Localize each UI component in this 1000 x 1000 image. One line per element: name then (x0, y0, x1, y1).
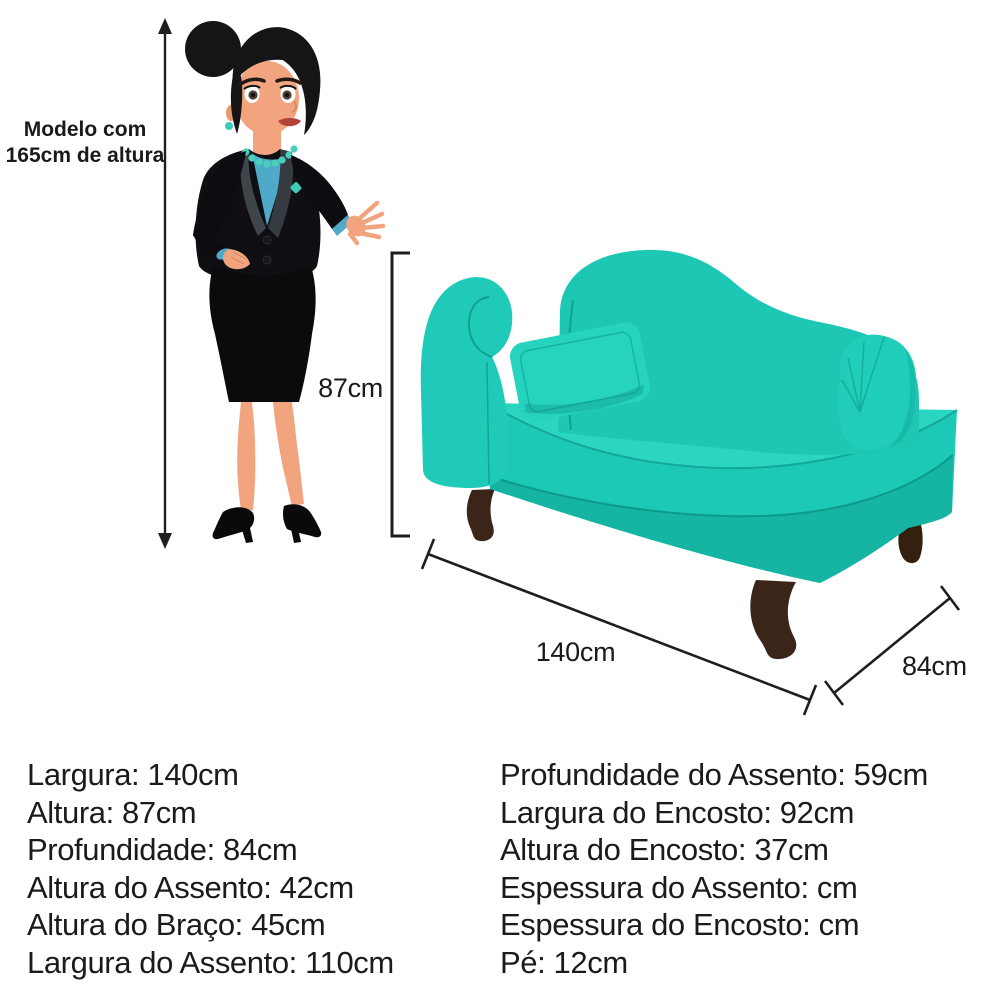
blazer-button (263, 256, 271, 264)
left-shoe-heel (242, 528, 253, 543)
width-dimension-label: 140cm (535, 637, 616, 667)
hair-bun (185, 21, 241, 77)
model-figure (185, 21, 383, 543)
height-reference-arrow-icon (158, 18, 172, 549)
spec-line: Altura do Braço: 45cm (27, 907, 326, 943)
height-dimension-label: 87cm (318, 373, 383, 403)
blazer-button (263, 236, 271, 244)
spec-line: Profundidade do Assento: 59cm (500, 757, 928, 792)
spec-line: Largura do Encosto: 92cm (500, 794, 854, 830)
model-caption-line1: Modelo com (23, 118, 147, 141)
spec-line: Largura do Assento: 110cm (27, 944, 394, 980)
spec-line: Pé: 12cm (500, 944, 628, 980)
depth-dimension-label: 84cm (902, 651, 967, 681)
spec-line: Altura: 87cm (27, 794, 197, 830)
model-caption-line2: 165cm de altura (5, 144, 165, 167)
depth-dimension-line-icon (825, 586, 959, 705)
right-pupil (285, 93, 289, 97)
height-bracket-icon (392, 253, 410, 536)
down-arrowhead-icon (158, 533, 172, 549)
spec-line: Altura do Assento: 42cm (27, 869, 354, 905)
sofa-illustration (421, 250, 957, 659)
left-pupil (251, 93, 255, 97)
left-leg (237, 402, 255, 510)
model-height-caption (0, 117, 170, 169)
right-shoe (283, 504, 321, 537)
sofa-arm (421, 277, 512, 488)
spec-line: Largura: 140cm (27, 757, 239, 792)
earring-icon (225, 122, 233, 130)
spec-line: Altura do Encosto: 37cm (500, 832, 829, 868)
spec-list-right (500, 756, 928, 982)
right-leg (273, 402, 304, 506)
spec-line: Espessura do Encosto: cm (500, 907, 860, 943)
spec-line: Espessura do Assento: cm (500, 869, 858, 905)
sofa-front-left-leg (467, 489, 495, 541)
sofa-front-right-leg (750, 580, 796, 659)
spec-list-left (27, 756, 394, 982)
up-arrowhead-icon (158, 18, 172, 34)
spec-line: Profundidade: 84cm (27, 832, 298, 868)
